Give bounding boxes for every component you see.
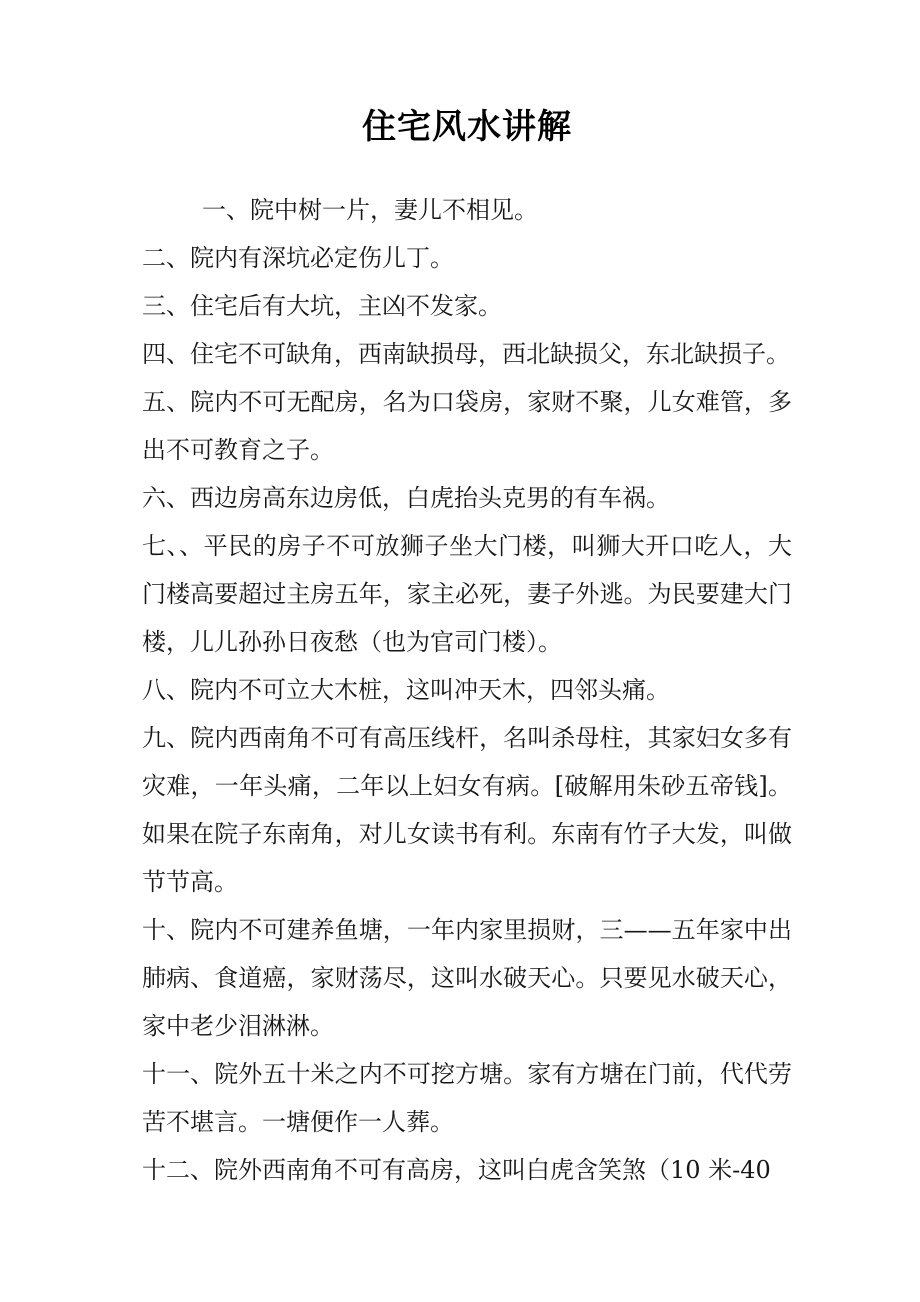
paragraph-10: 十、院内不可建养鱼塘，一年内家里损财，三——五年家中出肺病、食道癌，家财荡尽，这叫水破天心。只要见水破天心，家中老少泪淋淋。 bbox=[142, 916, 792, 1040]
paragraph-8: 八、院内不可立大木桩，这叫冲天木，四邻头痛。 bbox=[142, 676, 670, 704]
paragraph-1: 一、院中树一片，妻儿不相见。 bbox=[202, 196, 538, 224]
paragraph-5: 五、院内不可无配房，名为口袋房，家财不聚，儿女难管，多出不可教育之子。 bbox=[142, 388, 792, 464]
document-title: 住宅风水讲解 bbox=[362, 107, 572, 147]
paragraph-12: 十二、院外西南角不可有高房，这叫白虎含笑煞（10 米-40 bbox=[142, 1156, 771, 1184]
paragraph-9: 九、院内西南角不可有高压线杆，名叫杀母柱，其家妇女多有灾难，一年头痛，二年以上妇女有病。[破解用朱砂五帝钱]。如果在院子东南角，对儿女读书有利。东南有竹子大发，叫做节节高。 bbox=[142, 724, 792, 896]
paragraph-2: 二、院内有深坑必定伤儿丁。 bbox=[142, 244, 454, 272]
document-body bbox=[142, 186, 792, 1194]
paragraph-4: 四、住宅不可缺角，西南缺损母，西北缺损父，东北缺损子。 bbox=[142, 340, 790, 368]
paragraph-3: 三、住宅后有大坑，主凶不发家。 bbox=[142, 292, 502, 320]
paragraph-6: 六、西边房高东边房低，白虎抬头克男的有车祸。 bbox=[142, 484, 670, 512]
paragraph-7: 七、、平民的房子不可放狮子坐大门楼，叫狮大开口吃人，大门楼高要超过主房五年，家主必死，妻子外逃。为民要建大门楼，儿儿孙孙日夜愁（也为官司门楼）。 bbox=[142, 532, 792, 656]
paragraph-11: 十一、院外五十米之内不可挖方塘。家有方塘在门前，代代劳苦不堪言。一塘便作一人葬。 bbox=[142, 1060, 792, 1136]
